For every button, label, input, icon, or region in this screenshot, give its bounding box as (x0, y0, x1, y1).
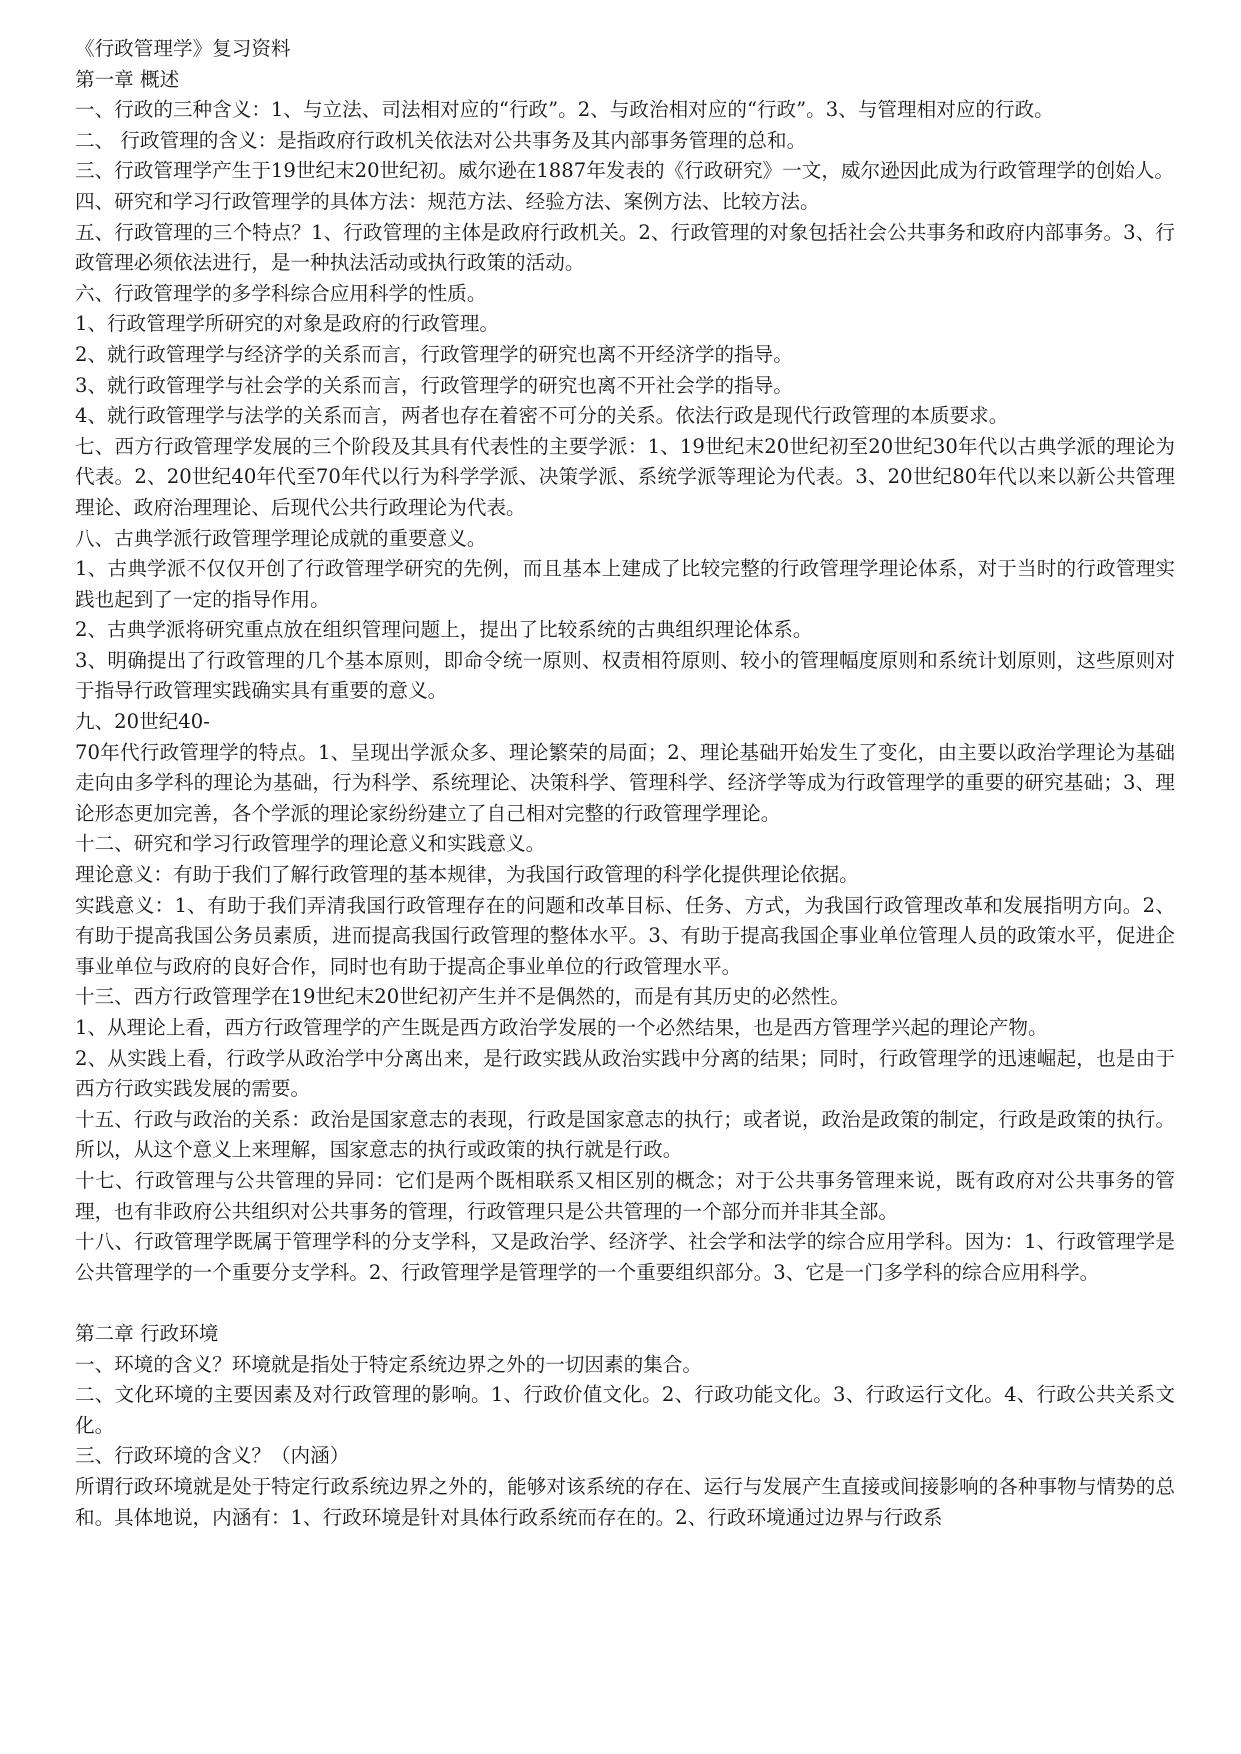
chapter1-paragraph: 1、古典学派不仅仅开创了行政管理学研究的先例，而且基本上建成了比较完整的行政管理学理论体系，对于当时的行政管理实践也起到了一定的指导作用。 (75, 557, 1175, 611)
chapter1-paragraph: 十七、行政管理与公共管理的异同：它们是两个既相联系又相区别的概念；对于公共事务管理来说，既有政府对公共事务的管理，也有非政府公共组织对公共事务的管理，行政管理只是公共管理的一个部分而并非其全部。 (75, 1168, 1175, 1223)
chapter1-paragraph: 实践意义：1、有助于我们弄清我国行政管理存在的问题和改革目标、任务、方式，为我国行政管理改革和发展指明方向。2、有助于提高我国公务员素质，进而提高我国行政管理的整体水平。3、有助于提高我国企事业单位管理人员的政策水平，促进企事业单位与政府的良好合作，同时也有助于提高企事业单位的行政管理水平。 (75, 893, 1175, 978)
chapter1-paragraph: 二、 行政管理的含义：是指政府行政机关依法对公共事务及其内部事务管理的总和。 (75, 128, 807, 152)
chapter1-paragraph: 十八、行政管理学既属于管理学科的分支学科，又是政治学、经济学、社会学和法学的综合应用学科。因为：1、行政管理学是公共管理学的一个重要分支学科。2、行政管理学是管理学的一个重要组织部分。3、它是一门多学科的综合应用科学。 (75, 1230, 1175, 1284)
chapter1-paragraph: 1、行政管理学所研究的对象是政府的行政管理。 (75, 312, 499, 336)
chapter1-paragraph: 十三、西方行政管理学在19世纪末20世纪初产生并不是偶然的，而是有其历史的必然性。 (75, 985, 850, 1009)
chapter1-paragraph: 一、行政的三种含义：1、与立法、司法相对应的“行政”。2、与政治相对应的“行政”。3、与管理相对应的行政。 (75, 98, 1054, 122)
chapter1-paragraph: 3、明确提出了行政管理的几个基本原则，即命令统一原则、权责相符原则、较小的管理幅度原则和系统计划原则，这些原则对于指导行政管理实践确实具有重要的意义。 (75, 648, 1175, 703)
chapter2-paragraph: 三、行政环境的含义？（内涵） (75, 1444, 350, 1468)
chapter1-paragraph: 五、行政管理的三个特点？1、行政管理的主体是政府行政机关。2、行政管理的对象包括社会公共事务和政府内部事务。3、行政管理必须依法进行，是一种执法活动或执行政策的活动。 (75, 220, 1175, 275)
chapter1-paragraph: 2、从实践上看，行政学从政治学中分离出来，是行政实践从政治实践中分离的结果；同时，行政管理学的迅速崛起，也是由于 西方行政实践发展的需要。 (75, 1046, 1175, 1101)
chapter1-paragraph: 七、西方行政管理学发展的三个阶段及其具有代表性的主要学派：1、19世纪末20世纪初至20世纪30年代以古典学派的理论为代表。2、20世纪40年代至70年代以行为科学学派、决策学派、系统学派等理论为代表。3、20世纪80年代以来以新公共管理理论、政府治理理论、后现代公共行政理论为代表。 (75, 434, 1175, 519)
chapter1-paragraph: 九、20世纪40- (75, 710, 210, 734)
chapter2-paragraph: 一、环境的含义？环境就是指处于特定系统边界之外的一切因素的集合。 (75, 1352, 702, 1376)
chapter1-body (75, 95, 1175, 1288)
chapter1-paragraph: 4、就行政管理学与法学的关系而言，两者也存在着密不可分的关系。依法行政是现代行政管理的本质要求。 (75, 404, 1009, 428)
chapter1-paragraph: 六、行政管理学的多学科综合应用科学的性质。 (75, 281, 487, 305)
chapter2-heading: 第二章 行政环境 (75, 1321, 219, 1345)
chapter1-paragraph: 2、古典学派将研究重点放在组织管理问题上，提出了比较系统的古典组织理论体系。 (75, 618, 813, 642)
chapter2-paragraph: 所谓行政环境就是处于特定行政系统边界之外的，能够对该系统的存在、运行与发展产生直接或间接影响的各种事物与情势的总和。具体地说，内涵有：1、行政环境是针对具体行政系统而存在的。2、行政环境通过边界与行政系 (75, 1474, 1175, 1529)
document-title: 《行政管理学》复习资料 (75, 37, 291, 60)
chapter1-paragraph: 3、就行政管理学与社会学的关系而言，行政管理学的研究也离不开社会学的指导。 (75, 373, 793, 397)
chapter1-paragraph: 三、行政管理学产生于19世纪末20世纪初。威尔逊在1887年发表的《行政研究》一文，威尔逊因此成为行政管理学的创始人。 (75, 159, 1175, 183)
section-spacer (75, 1288, 1175, 1319)
chapter1-paragraph: 四、研究和学习行政管理学的具体方法：规范方法、经验方法、案例方法、比较方法。 (75, 189, 820, 213)
chapter1-paragraph: 理论意义：有助于我们了解行政管理的基本规律，为我国行政管理的科学化提供理论依据。 (75, 863, 859, 887)
chapter1-paragraph: 八、古典学派行政管理学理论成就的重要意义。 (75, 526, 487, 550)
chapter1-paragraph: 70年代行政管理学的特点。1、呈现出学派众多、理论繁荣的局面；2、理论基础开始发生了变化，由主要以政治学理论为基础走向由多学科的理论为基础，行为科学、系统理论、决策科学、管理科学、经济学等成为行政管理学的重要的研究基础；3、理论形态更加完善，各个学派的理论家纷纷建立了自己相对完整的行政管理学理论。 (75, 740, 1175, 825)
document-page (75, 34, 1175, 1533)
chapter1-heading: 第一章 概述 (75, 67, 180, 91)
chapter1-paragraph: 十二、研究和学习行政管理学的理论意义和实践意义。 (75, 832, 546, 856)
chapter1-paragraph: 十五、行政与政治的关系：政治是国家意志的表现，行政是国家意志的执行；或者说，政治是政策的制定，行政是政策的执行。所以，从这个意义上来理解，国家意志的执行或政策的执行就是行政。 (75, 1107, 1175, 1162)
chapter2-paragraph: 二、文化环境的主要因素及对行政管理的影响。1、行政价值文化。2、行政功能文化。3、行政运行文化。4、行政公共关系文化。 (75, 1383, 1175, 1437)
chapter2-body (75, 1350, 1175, 1534)
chapter1-paragraph: 1、从理论上看，西方行政管理学的产生既是西方政治学发展的一个必然结果，也是西方管理学兴起的理论产物。 (75, 1016, 1048, 1039)
chapter1-paragraph: 2、就行政管理学与经济学的关系而言，行政管理学的研究也离不开经济学的指导。 (75, 342, 793, 366)
